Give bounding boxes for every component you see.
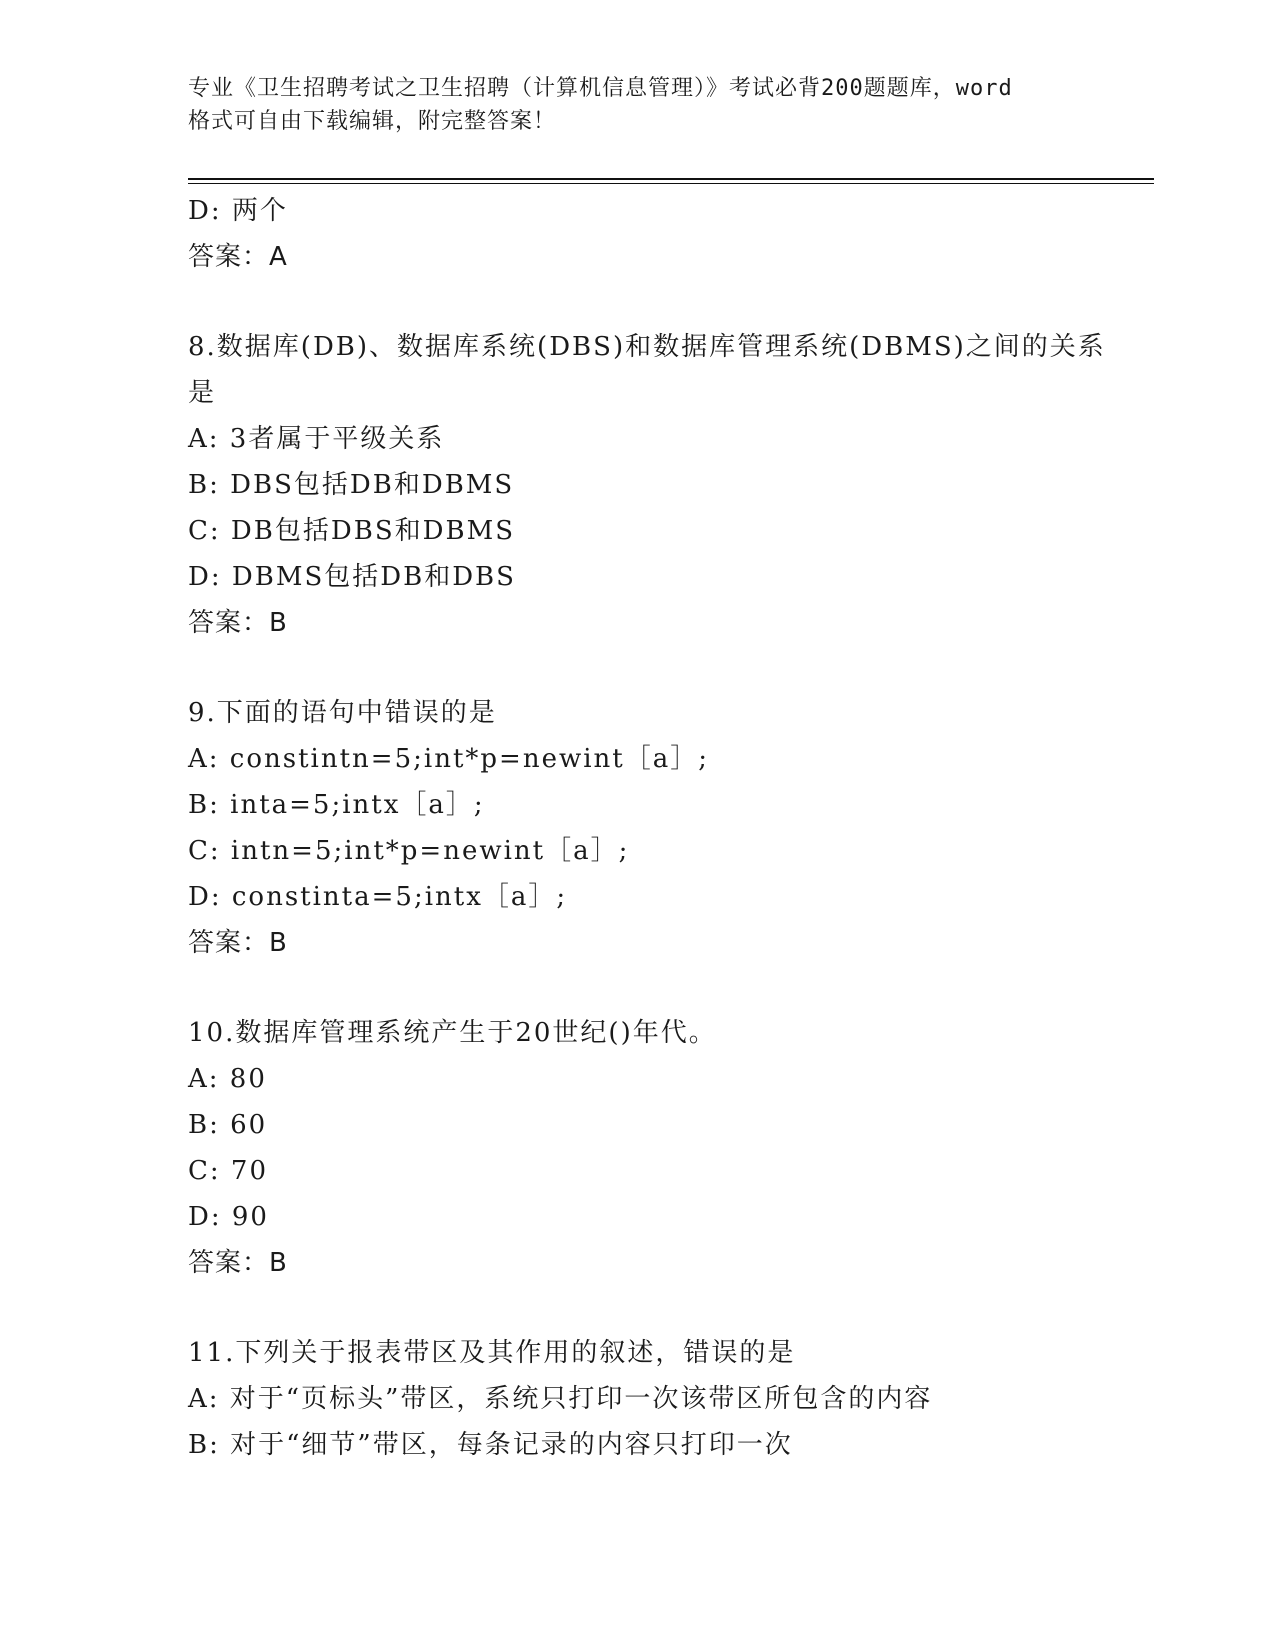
option-d: D: DBMS包括DB和DBS <box>188 562 516 592</box>
answer: 答案：B <box>188 1248 288 1278</box>
option-b: B: inta=5;intx［a］; <box>188 790 485 820</box>
question-stem: 9.下面的语句中错误的是 <box>188 698 497 728</box>
question-10 <box>188 1010 1128 1286</box>
option-a: A: 80 <box>188 1064 267 1094</box>
question-stem-cont: 是 <box>188 378 217 408</box>
lead-option-d: D: 两个 <box>188 196 288 226</box>
question-8 <box>188 324 1128 646</box>
option-c: C: 70 <box>188 1156 269 1186</box>
question-stem: 8.数据库(DB)、数据库系统(DBS)和数据库管理系统(DBMS)之间的关系 <box>188 332 1106 362</box>
option-c: C: DB包括DBS和DBMS <box>188 516 516 546</box>
option-d: D: constinta=5;intx［a］; <box>188 882 568 912</box>
question-stem: 10.数据库管理系统产生于20世纪()年代。 <box>188 1018 717 1048</box>
answer: 答案：B <box>188 608 288 638</box>
option-a: A: 3者属于平级关系 <box>188 424 445 454</box>
lead-answer: 答案：A <box>188 242 288 272</box>
answer: 答案：B <box>188 928 288 958</box>
option-a: A: 对于“页标头”带区，系统只打印一次该带区所包含的内容 <box>188 1384 933 1414</box>
option-c: C: intn=5;int*p=newint［a］; <box>188 836 630 866</box>
question-11 <box>188 1330 1128 1468</box>
option-a: A: constintn=5;int*p=newint［a］; <box>188 744 709 774</box>
question-stem: 11.下列关于报表带区及其作用的叙述，错误的是 <box>188 1338 796 1368</box>
question-9 <box>188 690 1128 966</box>
header-line-1: 专业《卫生招聘考试之卫生招聘（计算机信息管理）》考试必背200题题库，word <box>188 76 1013 101</box>
option-b: B: DBS包括DB和DBMS <box>188 470 515 500</box>
header-rule-thick <box>188 178 1154 180</box>
option-d: D: 90 <box>188 1202 269 1232</box>
header-line-2: 格式可自由下载编辑，附完整答案！ <box>188 109 557 134</box>
header-rule-thin <box>188 183 1154 184</box>
document-body <box>188 188 1128 1468</box>
option-b: B: 60 <box>188 1110 268 1140</box>
document-header <box>188 72 1108 138</box>
option-b: B: 对于“细节”带区，每条记录的内容只打印一次 <box>188 1430 793 1460</box>
